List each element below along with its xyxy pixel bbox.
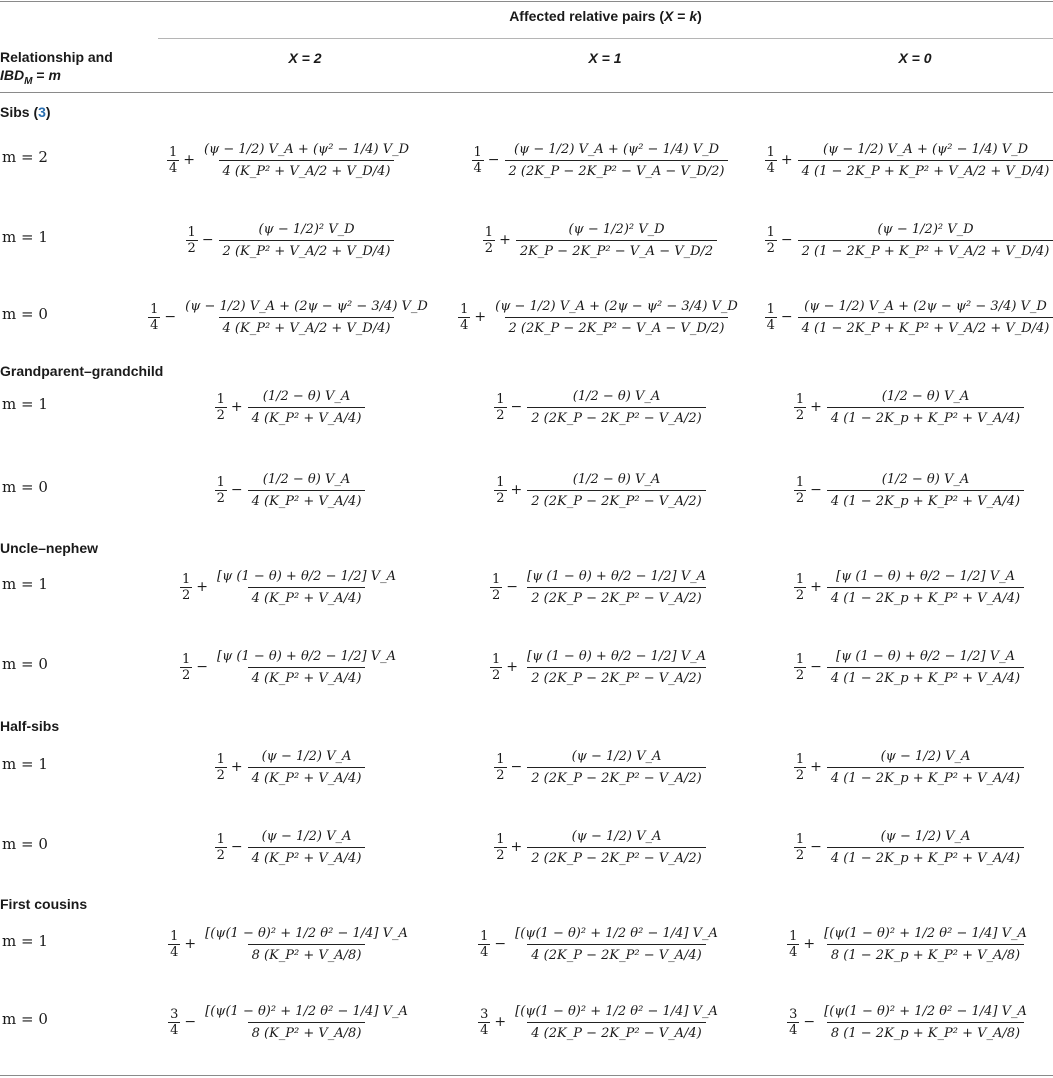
operator: + xyxy=(184,936,197,952)
operator: − xyxy=(810,839,822,855)
fraction-denominator: 2 (2K_P − 2K_P² − V_A − V_D/2) xyxy=(505,160,729,179)
lead-denominator: 4 xyxy=(789,1022,798,1038)
formula-cell xyxy=(450,990,750,1054)
operator: − xyxy=(164,309,177,325)
lead-numerator: 1 xyxy=(795,474,805,490)
fraction-denominator: 2 (1 − 2K_P + K_P² + V_A/2 + V_D/4) xyxy=(798,240,1053,259)
fraction-numerator: [(ψ(1 − θ)² + 1/2 θ² − 1/4] V_A xyxy=(824,925,1027,941)
fraction-numerator: [ψ (1 − θ) + θ/2 − 1/2] V_A xyxy=(217,568,396,584)
formula-cell xyxy=(765,285,1053,349)
fraction-numerator: [(ψ(1 − θ)² + 1/2 θ² − 1/4] V_A xyxy=(515,925,718,941)
fraction-numerator: (ψ − 1/2) V_A xyxy=(571,828,662,844)
formula-cell xyxy=(450,735,750,799)
operator: + xyxy=(510,482,523,498)
ibd-value-label: m = 1 xyxy=(2,755,48,773)
column-header-x2: X = 2 xyxy=(288,50,322,66)
lead-numerator: 3 xyxy=(170,1006,179,1022)
main-fraction xyxy=(827,569,1024,606)
fraction-numerator: (ψ − 1/2) V_A xyxy=(261,828,352,844)
fraction-denominator: 2 (2K_P − 2K_P² − V_A/2) xyxy=(527,490,705,509)
lead-numerator: 1 xyxy=(150,301,159,317)
lead-denominator: 4 xyxy=(766,160,775,176)
fraction-denominator: 4 (K_P² + V_A/4) xyxy=(248,847,366,866)
ibd-value-label: m = 1 xyxy=(2,395,48,413)
fraction-denominator: 4 (1 − 2K_P + K_P² + V_A/2 + V_D/4) xyxy=(798,317,1053,336)
lead-denominator: 2 xyxy=(181,587,191,603)
operator: + xyxy=(196,579,208,595)
formula-cell xyxy=(765,458,1053,522)
main-fraction xyxy=(213,569,400,606)
lead-denominator: 2 xyxy=(795,587,805,603)
operator: + xyxy=(810,579,822,595)
section-title xyxy=(0,104,51,120)
lead-denominator: 2 xyxy=(216,407,225,423)
lead-numerator: 1 xyxy=(216,751,225,767)
main-fraction xyxy=(527,749,705,786)
fraction-numerator: [(ψ(1 − θ)² + 1/2 θ² − 1/4] V_A xyxy=(205,925,408,941)
main-fraction xyxy=(505,142,729,179)
operator: + xyxy=(780,152,793,168)
formula-cell xyxy=(765,735,1053,799)
formula-cell xyxy=(140,735,440,799)
fraction-denominator: 8 (K_P² + V_A/8) xyxy=(248,944,366,963)
lead-fraction xyxy=(794,832,806,863)
lead-fraction xyxy=(215,832,227,863)
lead-fraction xyxy=(765,225,777,256)
lead-denominator: 2 xyxy=(795,667,805,683)
operator: − xyxy=(510,759,523,775)
fraction-denominator: 2 (2K_P − 2K_P² − V_A/2) xyxy=(527,847,705,866)
section-title-text: Sibs ( xyxy=(0,104,39,120)
lead-denominator: 4 xyxy=(170,1022,179,1038)
fraction-denominator: 4 (K_P² + V_A/2 + V_D/4) xyxy=(219,160,395,179)
main-fraction xyxy=(200,142,413,179)
fraction-denominator: 8 (1 − 2K_p + K_P² + V_A/8) xyxy=(827,944,1024,963)
fraction-numerator: (ψ − 1/2)² V_D xyxy=(877,221,974,237)
fraction-denominator: 4 (1 − 2K_P + K_P² + V_A/2 + V_D/4) xyxy=(798,160,1053,179)
operator: + xyxy=(494,1014,507,1030)
lead-numerator: 1 xyxy=(789,928,798,944)
fraction-numerator: (ψ − 1/2) V_A xyxy=(880,748,971,764)
lead-fraction xyxy=(168,929,180,960)
formula-cell xyxy=(765,635,1053,699)
lead-fraction xyxy=(180,652,192,683)
formula-cell xyxy=(450,635,750,699)
fraction-numerator: (1/2 − θ) V_A xyxy=(572,471,661,487)
lead-fraction xyxy=(167,145,179,176)
formula-cell xyxy=(765,912,1053,976)
fraction-numerator: (ψ − 1/2) V_A + (2ψ − ψ² − 3/4) V_D xyxy=(495,298,738,314)
main-fraction xyxy=(516,222,717,259)
lead-denominator: 2 xyxy=(216,847,225,863)
lead-fraction xyxy=(490,572,502,603)
fraction-denominator: 4 (K_P² + V_A/4) xyxy=(248,587,366,606)
ibd-value-label: m = 0 xyxy=(2,478,48,496)
lead-denominator: 4 xyxy=(766,317,775,333)
lead-numerator: 1 xyxy=(491,571,501,587)
lead-fraction xyxy=(215,475,227,506)
fraction-numerator: (ψ − 1/2) V_A + (2ψ − ψ² − 3/4) V_D xyxy=(185,298,428,314)
fraction-numerator: (ψ − 1/2) V_A + (ψ² − 1/4) V_D xyxy=(203,141,410,157)
lead-numerator: 3 xyxy=(789,1006,798,1022)
lead-denominator: 2 xyxy=(795,767,805,783)
fraction-numerator: [ψ (1 − θ) + θ/2 − 1/2] V_A xyxy=(527,568,706,584)
lead-denominator: 2 xyxy=(216,767,225,783)
operator: − xyxy=(780,232,793,248)
lead-fraction xyxy=(794,752,806,783)
lead-numerator: 1 xyxy=(187,224,196,240)
lead-denominator: 2 xyxy=(766,240,775,256)
fraction-numerator: [ψ (1 − θ) + θ/2 − 1/2] V_A xyxy=(836,648,1015,664)
fraction-denominator: 4 (2K_P − 2K_P² − V_A/4) xyxy=(527,944,705,963)
main-fraction xyxy=(827,829,1024,866)
lead-fraction xyxy=(494,392,506,423)
fraction-denominator: 4 (1 − 2K_p + K_P² + V_A/4) xyxy=(827,587,1024,606)
formula-cell xyxy=(140,990,440,1054)
lead-denominator: 4 xyxy=(480,1022,489,1038)
lead-fraction xyxy=(472,145,484,176)
operator: − xyxy=(230,482,243,498)
operator: − xyxy=(487,152,500,168)
lead-fraction xyxy=(765,145,777,176)
formula-cell xyxy=(140,635,440,699)
main-fraction xyxy=(248,829,366,866)
lead-numerator: 1 xyxy=(181,651,191,667)
fraction-denominator: 4 (K_P² + V_A/4) xyxy=(248,767,366,786)
formula-cell xyxy=(450,912,750,976)
ibd-value-label: m = 0 xyxy=(2,1010,48,1028)
lead-denominator: 2 xyxy=(795,407,805,423)
section-title-text: Uncle–nephew xyxy=(0,540,99,556)
formula-cell xyxy=(765,990,1053,1054)
lead-denominator: 2 xyxy=(795,847,805,863)
column-header-x0: X = 0 xyxy=(898,50,932,66)
main-fraction xyxy=(201,926,412,963)
main-fraction xyxy=(491,299,742,336)
lead-fraction xyxy=(494,752,506,783)
lead-numerator: 1 xyxy=(766,224,775,240)
main-fraction xyxy=(181,299,432,336)
fraction-numerator: [ψ (1 − θ) + θ/2 − 1/2] V_A xyxy=(217,648,396,664)
row-header-label: Relationship and $IBD_M = m$ xyxy=(0,49,113,87)
lead-numerator: 1 xyxy=(168,144,178,160)
fraction-numerator: (1/2 − θ) V_A xyxy=(881,388,970,404)
fraction-denominator: 4 (K_P² + V_A/4) xyxy=(248,407,366,426)
lead-denominator: 2 xyxy=(496,407,505,423)
lead-fraction xyxy=(215,752,227,783)
main-fraction xyxy=(248,749,366,786)
fraction-numerator: (ψ − 1/2) V_A + (ψ² − 1/4) V_D xyxy=(513,141,720,157)
lead-denominator: 2 xyxy=(491,587,501,603)
operator: + xyxy=(810,399,822,415)
main-fraction xyxy=(527,472,705,509)
ibd-value-label: m = 0 xyxy=(2,305,48,323)
fraction-numerator: (ψ − 1/2)² V_D xyxy=(568,221,665,237)
lead-denominator: 4 xyxy=(480,944,489,960)
ibd-value-label: m = 2 xyxy=(2,148,48,166)
lead-numerator: 1 xyxy=(496,831,505,847)
fraction-numerator: (1/2 − θ) V_A xyxy=(572,388,661,404)
lead-numerator: 1 xyxy=(170,928,179,944)
formula-cell xyxy=(450,375,750,439)
lead-denominator: 4 xyxy=(150,317,159,333)
fraction-denominator: 2 (2K_P − 2K_P² − V_A/2) xyxy=(527,767,705,786)
operator: + xyxy=(230,759,243,775)
main-fraction xyxy=(820,926,1031,963)
ibd-value-label: m = 0 xyxy=(2,835,48,853)
lead-fraction xyxy=(794,392,806,423)
operator: + xyxy=(183,152,195,168)
main-fraction xyxy=(248,472,366,509)
main-fraction xyxy=(798,222,1053,259)
formula-cell xyxy=(450,458,750,522)
fraction-numerator: (ψ − 1/2)² V_D xyxy=(258,221,355,237)
operator: − xyxy=(803,1014,816,1030)
formula-cell xyxy=(450,128,750,192)
lead-numerator: 1 xyxy=(795,651,805,667)
lead-denominator: 2 xyxy=(491,667,501,683)
operator: − xyxy=(184,1014,197,1030)
operator: − xyxy=(494,936,507,952)
formula-cell xyxy=(765,375,1053,439)
main-fraction xyxy=(798,142,1053,179)
lead-denominator: 2 xyxy=(181,667,191,683)
operator: + xyxy=(474,309,487,325)
lead-numerator: 3 xyxy=(480,1006,489,1022)
main-fraction xyxy=(827,389,1024,426)
operator: + xyxy=(499,232,511,248)
fraction-denominator: 4 (1 − 2K_p + K_P² + V_A/4) xyxy=(827,667,1024,686)
operator: − xyxy=(201,232,214,248)
fraction-denominator: 4 (1 − 2K_p + K_P² + V_A/4) xyxy=(827,407,1024,426)
formula-cell xyxy=(450,555,750,619)
lead-numerator: 1 xyxy=(181,571,191,587)
main-fraction xyxy=(798,299,1053,336)
lead-numerator: 1 xyxy=(795,571,805,587)
operator: − xyxy=(196,659,208,675)
formula-cell xyxy=(140,912,440,976)
formula-cell xyxy=(140,555,440,619)
fraction-denominator: 2 (2K_P − 2K_P² − V_A/2) xyxy=(527,667,705,686)
section-title xyxy=(0,540,98,556)
main-fraction xyxy=(219,222,395,259)
formula-cell xyxy=(140,815,440,879)
lead-fraction xyxy=(168,1007,180,1038)
main-fraction xyxy=(201,1004,412,1041)
fraction-denominator: 2 (2K_P − 2K_P² − V_A/2) xyxy=(527,407,705,426)
fraction-denominator: 4 (K_P² + V_A/2 + V_D/4) xyxy=(219,317,395,336)
section-title-text: Half-sibs xyxy=(0,718,60,734)
fraction-denominator: 4 (1 − 2K_p + K_P² + V_A/4) xyxy=(827,490,1024,509)
main-fraction xyxy=(523,569,710,606)
operator: − xyxy=(780,309,793,325)
lead-fraction xyxy=(494,832,506,863)
operator: − xyxy=(506,579,518,595)
lead-denominator: 2 xyxy=(187,240,196,256)
lead-numerator: 1 xyxy=(766,301,775,317)
fraction-numerator: (ψ − 1/2) V_A xyxy=(261,748,352,764)
fraction-denominator: 4 (1 − 2K_p + K_P² + V_A/4) xyxy=(827,767,1024,786)
main-fraction xyxy=(523,649,710,686)
lead-fraction xyxy=(478,1007,490,1038)
table-top-rule xyxy=(0,1,1053,2)
fraction-numerator: (ψ − 1/2) V_A xyxy=(571,748,662,764)
lead-numerator: 1 xyxy=(491,651,501,667)
operator: + xyxy=(510,839,523,855)
lead-numerator: 1 xyxy=(795,751,805,767)
fraction-denominator: 2 (K_P² + V_A/2 + V_D/4) xyxy=(219,240,395,259)
operator: − xyxy=(230,839,243,855)
operator: + xyxy=(803,936,816,952)
operator: + xyxy=(810,759,822,775)
lead-fraction xyxy=(180,572,192,603)
main-fraction xyxy=(820,1004,1031,1041)
ibd-value-label: m = 1 xyxy=(2,932,48,950)
fraction-numerator: (ψ − 1/2) V_A xyxy=(880,828,971,844)
lead-fraction xyxy=(787,1007,799,1038)
formula-cell xyxy=(450,285,750,349)
section-title-end: ) xyxy=(45,104,51,120)
formula-cell xyxy=(765,208,1053,272)
fraction-denominator: 8 (1 − 2K_p + K_P² + V_A/8) xyxy=(827,1022,1024,1041)
fraction-numerator: (1/2 − θ) V_A xyxy=(262,388,351,404)
main-fraction xyxy=(511,926,722,963)
main-fraction xyxy=(527,389,705,426)
lead-fraction xyxy=(478,929,490,960)
fraction-denominator: 4 (2K_P − 2K_P² − V_A/4) xyxy=(527,1022,705,1041)
lead-numerator: 1 xyxy=(480,928,489,944)
lead-fraction xyxy=(490,652,502,683)
fraction-numerator: [(ψ(1 − θ)² + 1/2 θ² − 1/4] V_A xyxy=(824,1003,1027,1019)
operator: − xyxy=(510,399,523,415)
main-fraction xyxy=(527,829,705,866)
lead-denominator: 4 xyxy=(460,317,469,333)
lead-denominator: 4 xyxy=(168,160,178,176)
lead-denominator: 4 xyxy=(473,160,482,176)
formula-cell xyxy=(140,458,440,522)
lead-denominator: 2 xyxy=(496,767,505,783)
formula-cell xyxy=(765,555,1053,619)
lead-numerator: 1 xyxy=(496,751,505,767)
fraction-numerator: (ψ − 1/2) V_A + (ψ² − 1/4) V_D xyxy=(822,141,1029,157)
lead-denominator: 2 xyxy=(496,847,505,863)
lead-fraction xyxy=(494,475,506,506)
fraction-denominator: 4 (K_P² + V_A/4) xyxy=(248,667,366,686)
lead-fraction xyxy=(765,302,777,333)
ibd-value-label: m = 1 xyxy=(2,575,48,593)
lead-numerator: 1 xyxy=(216,391,225,407)
fraction-numerator: [ψ (1 − θ) + θ/2 − 1/2] V_A xyxy=(527,648,706,664)
ibd-value-label: m = 1 xyxy=(2,228,48,246)
operator: + xyxy=(506,659,518,675)
lead-denominator: 2 xyxy=(496,490,505,506)
section-title xyxy=(0,896,87,912)
operator: + xyxy=(230,399,243,415)
operator: − xyxy=(810,659,822,675)
lead-denominator: 4 xyxy=(789,944,798,960)
lead-fraction xyxy=(186,225,198,256)
lead-numerator: 1 xyxy=(795,831,805,847)
lead-numerator: 1 xyxy=(795,391,805,407)
operator: − xyxy=(810,482,822,498)
column-group-header: Affected relative pairs (X = k) xyxy=(509,8,702,24)
main-fraction xyxy=(827,649,1024,686)
header-bottom-rule xyxy=(0,92,1053,93)
formula-cell xyxy=(765,815,1053,879)
formula-cell xyxy=(765,128,1053,192)
main-fraction xyxy=(827,472,1024,509)
main-fraction xyxy=(248,389,366,426)
main-fraction xyxy=(511,1004,722,1041)
formula-cell xyxy=(450,208,750,272)
section-title xyxy=(0,718,59,734)
formula-cell xyxy=(450,815,750,879)
lead-numerator: 1 xyxy=(460,301,469,317)
lead-fraction xyxy=(787,929,799,960)
fraction-numerator: (1/2 − θ) V_A xyxy=(881,471,970,487)
section-title-text: Grandparent–grandchild xyxy=(0,363,164,379)
lead-numerator: 1 xyxy=(216,831,225,847)
lead-denominator: 4 xyxy=(170,944,179,960)
lead-numerator: 1 xyxy=(496,474,505,490)
fraction-numerator: [(ψ(1 − θ)² + 1/2 θ² − 1/4] V_A xyxy=(205,1003,408,1019)
lead-numerator: 1 xyxy=(766,144,775,160)
fraction-numerator: [ψ (1 − θ) + θ/2 − 1/2] V_A xyxy=(836,568,1015,584)
main-fraction xyxy=(213,649,400,686)
ibd-value-label: m = 0 xyxy=(2,655,48,673)
formula-cell xyxy=(140,208,440,272)
fraction-denominator: 2 (2K_P − 2K_P² − V_A − V_D/2) xyxy=(505,317,729,336)
lead-fraction xyxy=(483,225,495,256)
lead-denominator: 2 xyxy=(484,240,494,256)
column-group-rule xyxy=(158,38,1053,39)
lead-numerator: 1 xyxy=(473,144,482,160)
fraction-numerator: (1/2 − θ) V_A xyxy=(262,471,351,487)
lead-fraction xyxy=(458,302,470,333)
lead-denominator: 2 xyxy=(216,490,225,506)
formula-cell xyxy=(140,285,440,349)
lead-numerator: 1 xyxy=(496,391,505,407)
fraction-denominator: 2K_P − 2K_P² − V_A − V_D/2 xyxy=(516,240,717,259)
column-header-x1: X = 1 xyxy=(588,50,622,66)
reference-link[interactable]: 3 xyxy=(38,104,46,120)
main-fraction xyxy=(827,749,1024,786)
lead-fraction xyxy=(148,302,160,333)
fraction-denominator: 8 (K_P² + V_A/8) xyxy=(248,1022,366,1041)
fraction-numerator: [(ψ(1 − θ)² + 1/2 θ² − 1/4] V_A xyxy=(515,1003,718,1019)
lead-fraction xyxy=(215,392,227,423)
fraction-denominator: 4 (K_P² + V_A/4) xyxy=(248,490,366,509)
lead-denominator: 2 xyxy=(795,490,805,506)
fraction-denominator: 2 (2K_P − 2K_P² − V_A/2) xyxy=(527,587,705,606)
table-bottom-rule xyxy=(0,1075,1053,1076)
lead-numerator: 1 xyxy=(484,224,494,240)
section-title xyxy=(0,363,163,379)
lead-numerator: 1 xyxy=(216,474,225,490)
section-title-text: First cousins xyxy=(0,896,88,912)
fraction-numerator: (ψ − 1/2) V_A + (2ψ − ψ² − 3/4) V_D xyxy=(804,298,1047,314)
lead-fraction xyxy=(794,475,806,506)
lead-fraction xyxy=(794,652,806,683)
formula-cell xyxy=(140,375,440,439)
formula-cell xyxy=(140,128,440,192)
lead-fraction xyxy=(794,572,806,603)
fraction-denominator: 4 (1 − 2K_p + K_P² + V_A/4) xyxy=(827,847,1024,866)
